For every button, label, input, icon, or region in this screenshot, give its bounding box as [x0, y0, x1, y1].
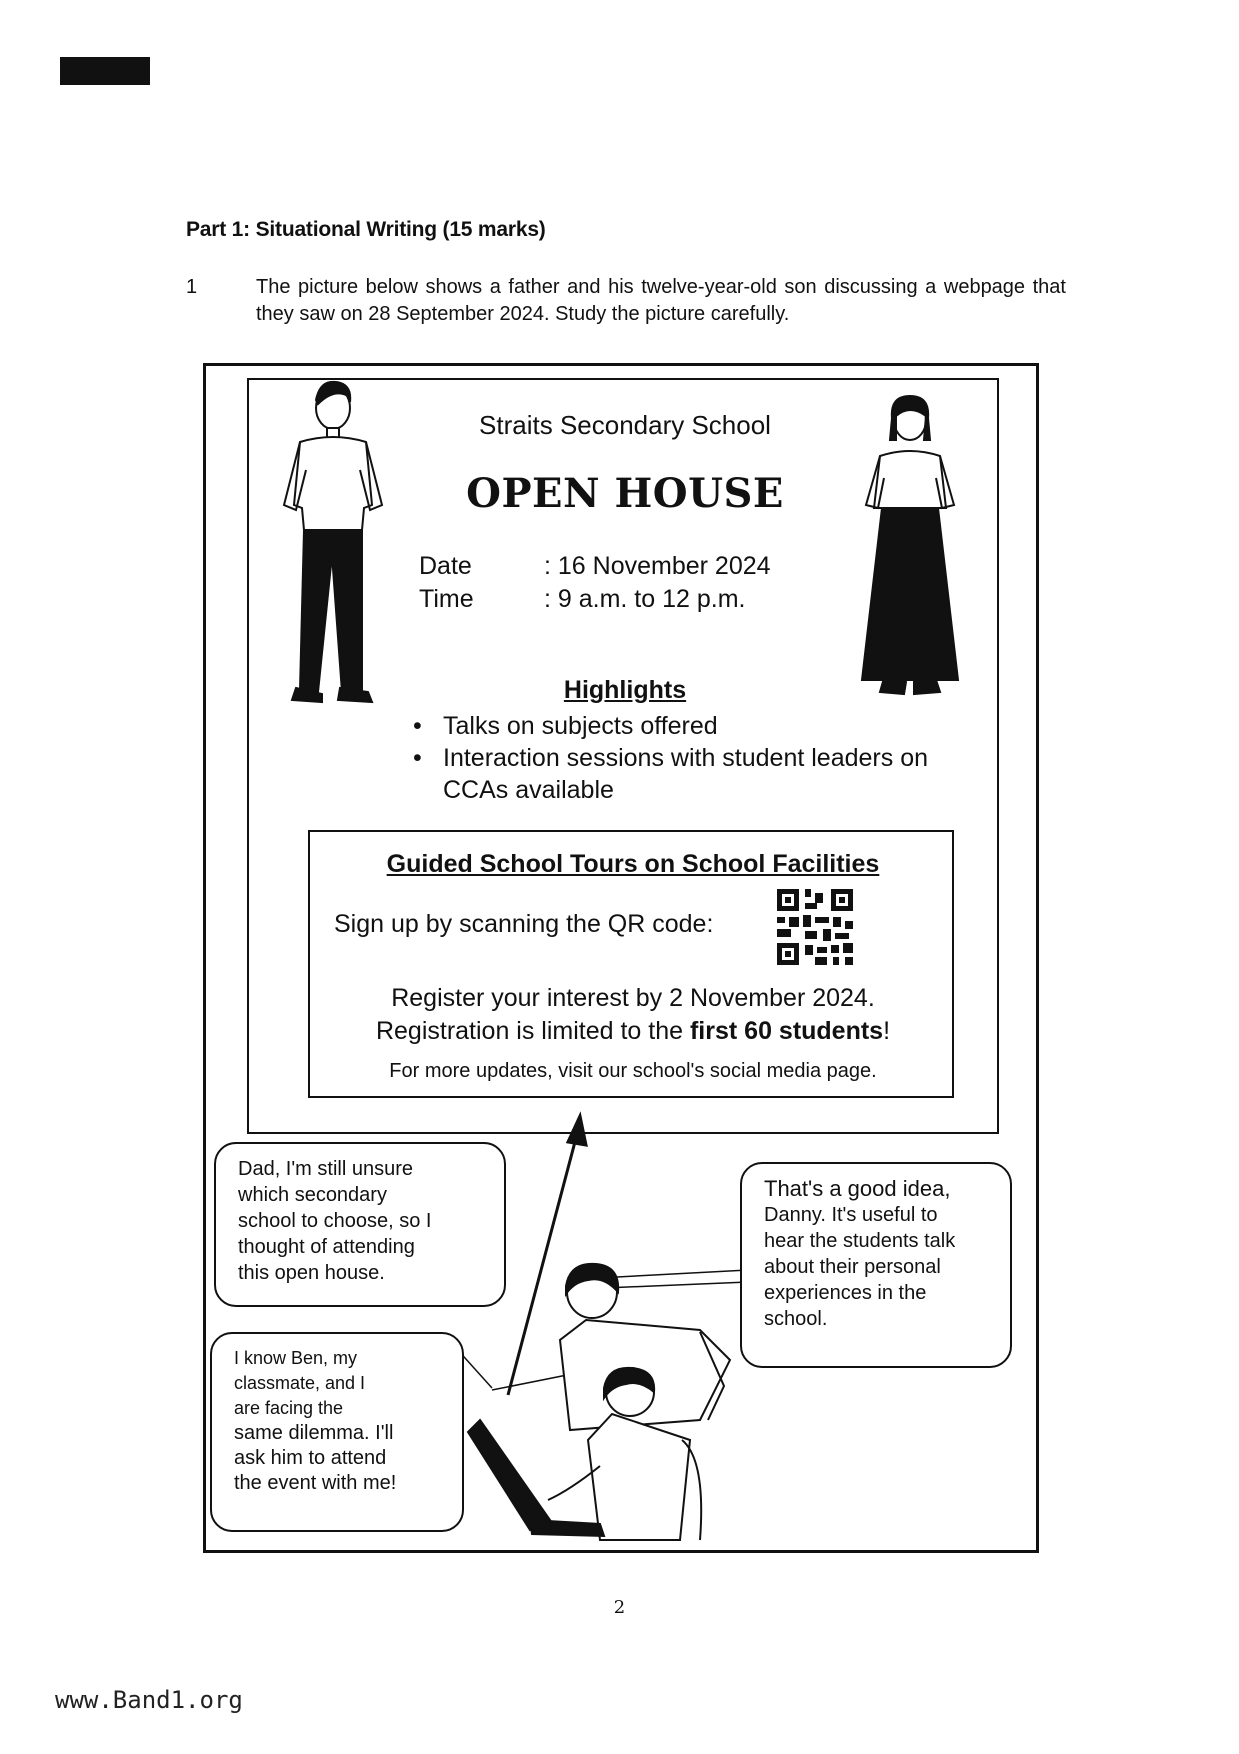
bubble-line: classmate, and I — [234, 1373, 366, 1393]
limit-text: Registration is limited to the — [375, 1017, 690, 1045]
updates-text: For more updates, visit our school's social media page. — [389, 1060, 877, 1082]
limit-count: first 60 students — [689, 1017, 884, 1045]
time-label: Time — [419, 585, 474, 613]
page-number: 2 — [613, 1597, 626, 1618]
register-deadline: Register your interest by 2 November 2024. — [391, 984, 875, 1012]
part-title: Part 1: Situational Writing (15 marks) — [186, 218, 546, 241]
date-label: Date — [419, 552, 472, 580]
highlight-item: • Interaction sessions with student leaders on CCAs available — [409, 742, 929, 806]
bubble-line: I know Ben, my — [234, 1348, 358, 1368]
bubble-line: That's a good idea, — [764, 1176, 951, 1201]
bubble-line: which secondary — [238, 1184, 387, 1206]
event-title: OPEN HOUSE — [466, 470, 784, 517]
son-speech-bubble-2 — [210, 1332, 464, 1532]
bubble-line: ask him to attend — [234, 1447, 387, 1469]
bubble-line: about their personal — [764, 1256, 941, 1278]
father-son-illustration — [468, 1264, 730, 1540]
male-student-illustration — [284, 382, 382, 702]
bubble-line: Danny. It's useful to — [764, 1204, 938, 1226]
signup-text: Sign up by scanning the QR code: — [334, 910, 714, 938]
bubble-line: same dilemma. I'll — [234, 1422, 394, 1444]
time-value: : 9 a.m. to 12 p.m. — [544, 585, 746, 613]
limit-punct: ! — [883, 1017, 891, 1045]
bubble-line: school. — [764, 1308, 828, 1330]
bubble-line: Dad, I'm still unsure — [238, 1158, 413, 1180]
date-value: : 16 November 2024 — [544, 552, 771, 580]
father-speech-bubble — [740, 1162, 1012, 1368]
bubble-line: hear the students talk — [764, 1230, 956, 1252]
female-student-illustration — [862, 396, 958, 694]
tour-title: Guided School Tours on School Facilities — [386, 850, 880, 878]
bubble-line: thought of attending — [238, 1236, 415, 1258]
bubble-line: are facing the — [234, 1398, 344, 1418]
highlights-title: Highlights — [563, 676, 687, 704]
bubble-line: this open house. — [238, 1262, 385, 1284]
watermark-url: www.Band1.org — [55, 1686, 243, 1714]
bubble-line: school to choose, so I — [238, 1210, 432, 1232]
son-speech-bubble-1 — [214, 1142, 506, 1307]
question-number: 1 — [186, 276, 198, 298]
bubble-line: experiences in the — [764, 1282, 927, 1304]
school-name: Straits Secondary School — [479, 410, 771, 440]
bubble-line: the event with me! — [234, 1472, 397, 1494]
highlight-item: • Talks on subjects offered — [409, 710, 929, 742]
question-text: The picture below shows a father and his twelve-year-old son discussing a webpage that they saw on 28 September 2024. Study the picture carefully. — [256, 276, 1066, 325]
